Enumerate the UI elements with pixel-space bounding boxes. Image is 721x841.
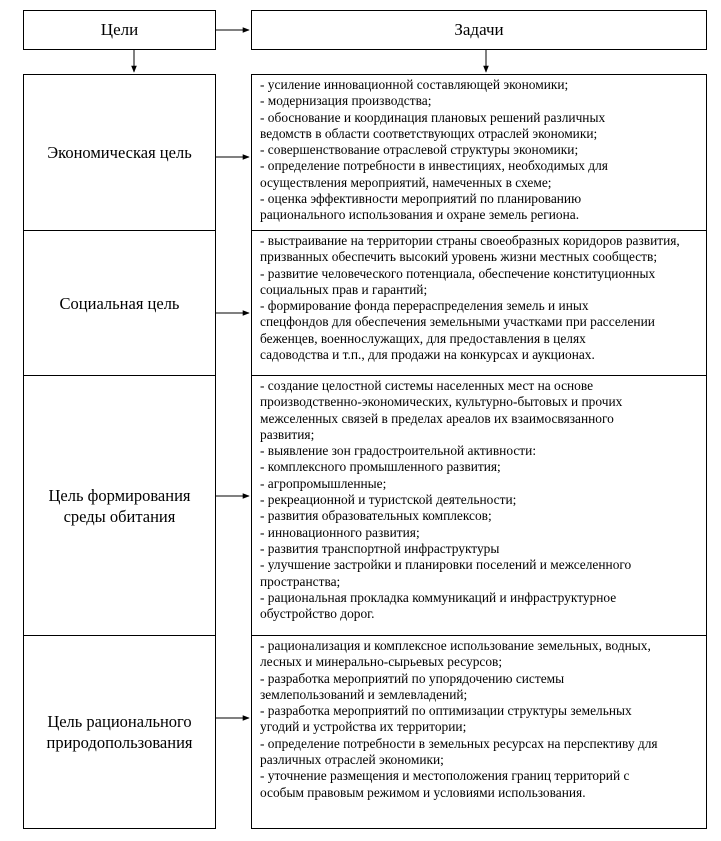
task-item: - агропромышленные;: [260, 475, 387, 491]
tasks-header-label: Задачи: [454, 20, 504, 39]
task-item: - разработка мероприятий по оптимизации структуры земельных угодий и устройства их территории;: [260, 703, 632, 735]
task-item: - уточнение размещения и местоположения границ территорий с особым правовым режимом и условиями использования.: [260, 768, 630, 800]
goal-habitat-label: Цель формирования среды обитания: [48, 485, 191, 526]
task-item: - инновационного развития;: [260, 524, 420, 540]
task-item: - определение потребности в инвестициях, необходимых для осуществления мероприятий, намеченных в схеме;: [260, 158, 608, 190]
task-item: - улучшение застройки и планировки поселений и межселенного пространства;: [260, 557, 632, 589]
task-item: - усиление инновационной составляющей экономики;: [260, 77, 569, 92]
task-item: - рационализация и комплексное использование земельных, водных, лесных и минерально-сырьевых ресурсов;: [260, 638, 651, 670]
task-item: - формирование фонда перераспределения земель и иных спецфондов для обеспечения земельными участками при расселении беженцев, военнослужащих, для предоставления в целях садоводства и т.п., для продажи на конкурсах и аукционах.: [260, 298, 655, 363]
task-item: - обоснование и координация плановых решений различных ведомств в области соответствующих отраслей экономики;: [260, 109, 606, 141]
task-item: - развитие человеческого потенциала, обеспечение конституционных социальных прав и гарантий;: [260, 265, 656, 297]
task-item: - выявление зон градостроительной активности:: [260, 443, 537, 459]
task-item: - определение потребности в земельных ресурсах на перспективу для различных отраслей экономики;: [260, 735, 658, 768]
task-item: - рациональная прокладка коммуникаций и инфраструктурное обустройство дорог.: [260, 589, 617, 622]
task-item: - разработка мероприятий по упорядочению системы землепользований и землевладений;: [260, 670, 565, 702]
goal-economic-label: Экономическая цель: [47, 143, 192, 162]
task-item: - модернизация производства;: [260, 93, 432, 109]
task-item: - комплексного промышленного развития;: [260, 459, 501, 475]
task-item: - оценка эффективности мероприятий по планированию рационального использования и охране земель региона.: [260, 191, 582, 223]
goals-header-label: Цели: [100, 20, 139, 39]
task-item: - создание целостной системы населенных мест на основе производственно-экономических, культурно-бытовых и прочих межселенных связей в пределах ареалов их взаимосвязанного развития;: [260, 378, 623, 442]
task-item: - выстраивание на территории страны своеобразных коридоров развития, призванных обеспечить высокий уровень жизни местных сообществ;: [260, 233, 680, 265]
task-item: - развития транспортной инфраструктуры: [260, 540, 500, 556]
task-item: - развития образовательных комплексов;: [260, 508, 492, 524]
task-item: - совершенствование отраслевой структуры экономики;: [260, 142, 579, 158]
task-item: - рекреационной и туристской деятельности;: [260, 492, 517, 508]
goal-nature-use-label: Цель рационального природопользования: [46, 712, 193, 752]
goal-social-label: Социальная цель: [59, 293, 180, 313]
